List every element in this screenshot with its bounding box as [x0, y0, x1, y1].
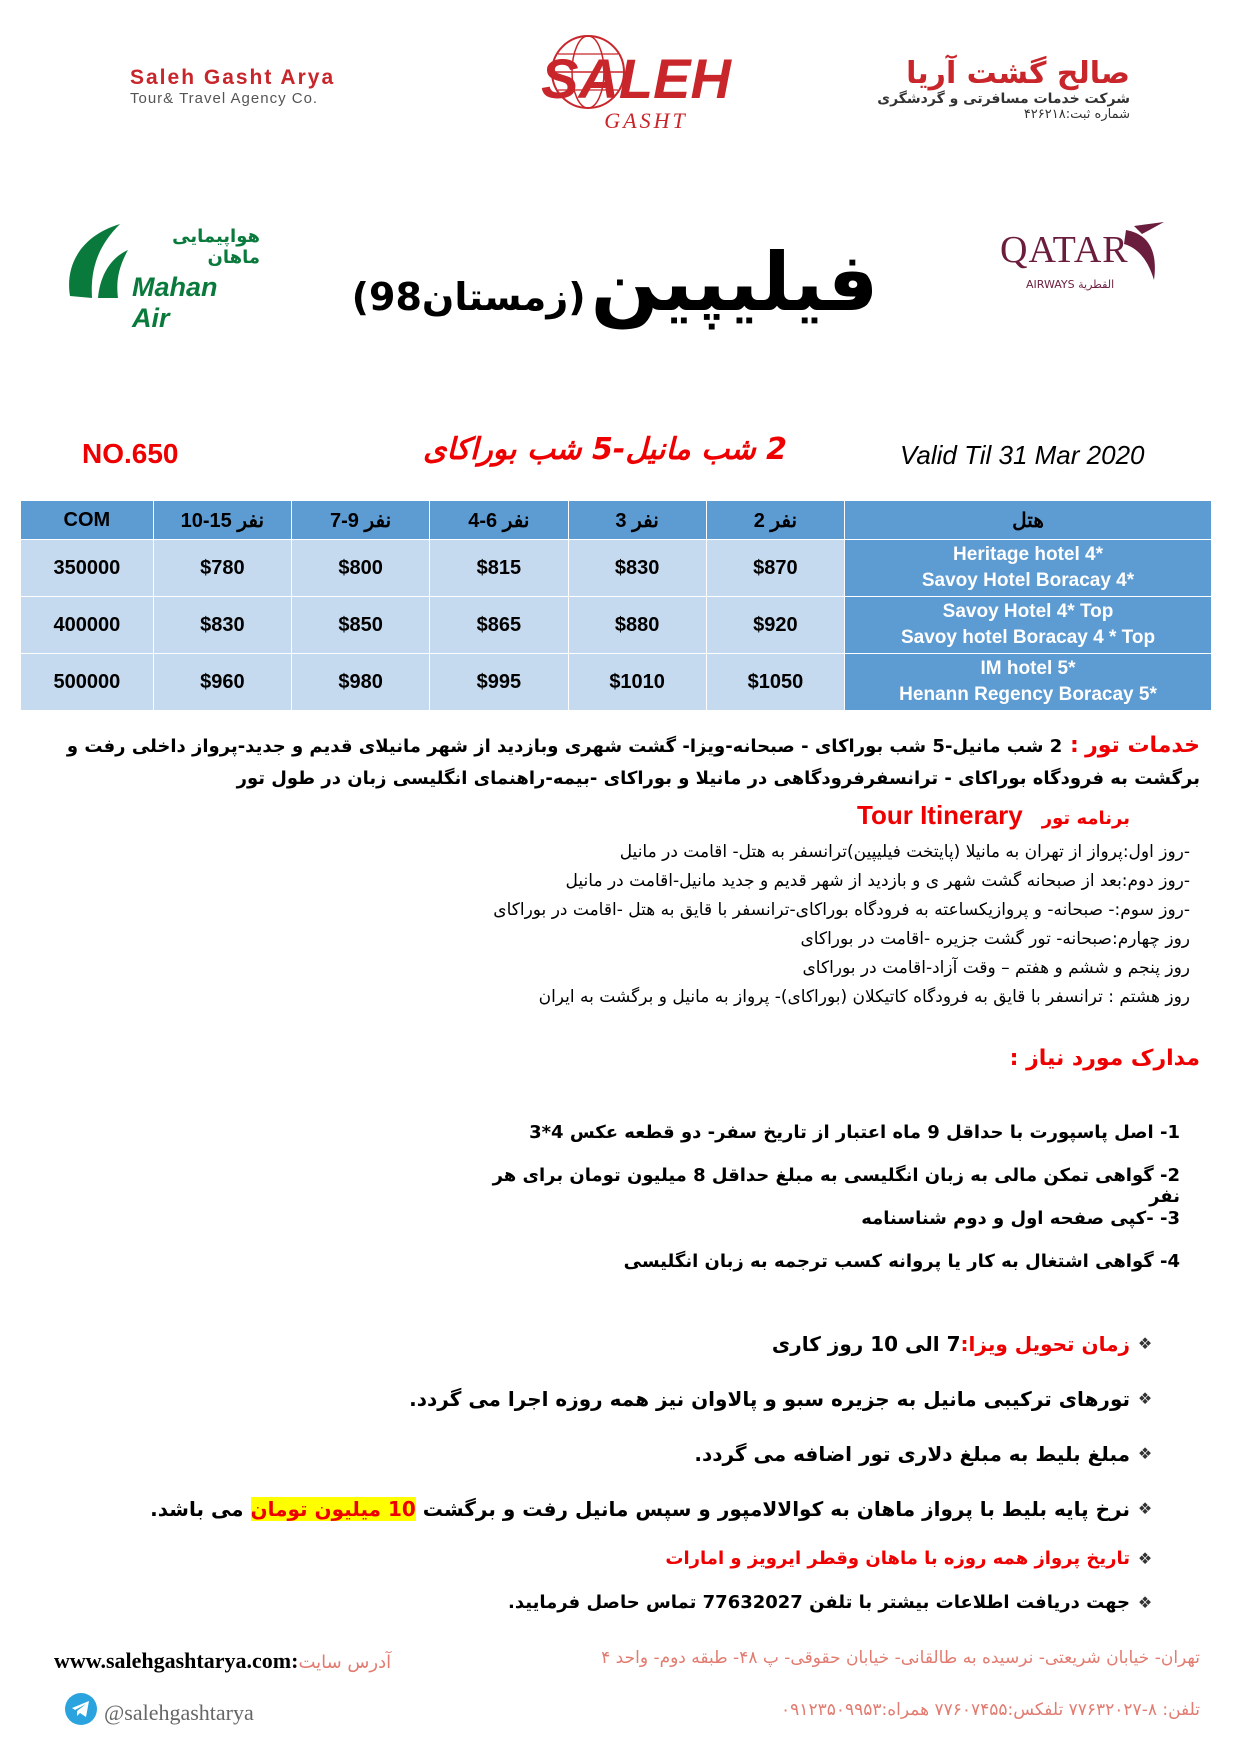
table-row [21, 540, 1212, 597]
itinerary-title-fa: برنامه تور [1041, 808, 1130, 829]
highlighted-price: 10 میلیون تومان [250, 1496, 416, 1521]
note-text: تورهای ترکیبی مانیل به جزیره سبو و پالاوان نیز همه روزه اجرا می گردد. [409, 1386, 1130, 1411]
qatar-airways-logo [1000, 220, 1170, 310]
company-name-en-text: Saleh Gasht Arya [130, 66, 336, 89]
price-cell: $870 [706, 540, 844, 597]
itinerary-day: -روز اول:پرواز از تهران به مانیلا (پایتخت فیلیپین)ترانسفر به هتل- اقامت در مانیل [619, 842, 1190, 862]
note-item [120, 1371, 1160, 1426]
com-value: 500000 [21, 654, 154, 711]
mahan-name-en: Mahan Air [132, 272, 218, 333]
website-label: آدرس سایت [298, 1652, 392, 1673]
tour-services [30, 730, 1200, 795]
hotel-manila: IM hotel 5* [980, 658, 1076, 679]
price-cell: $830 [568, 540, 706, 597]
note-item [120, 1426, 1160, 1481]
price-cell: $780 [153, 540, 291, 597]
price-cell: $830 [153, 597, 291, 654]
header-3: 3 نفر [568, 501, 706, 540]
price-cell: $850 [291, 597, 429, 654]
note-text: نرخ پایه بلیط با پرواز ماهان به کوالالامپور و سپس مانیل رفت و برگشت [422, 1496, 1130, 1521]
hotel-manila: Heritage hotel 4* [953, 544, 1103, 565]
hotel-cell [845, 540, 1212, 597]
valid-until: Valid Til 31 Mar 2020 [900, 440, 1145, 470]
website [54, 1648, 391, 1674]
itinerary-day: روز هشتم : ترانسفر با قایق به فرودگاه کاتیکلان (بوراکای)- پرواز به مانیل و برگشت به ایران [538, 987, 1190, 1007]
header-7-9: 7-9 نفر [291, 501, 429, 540]
hotel-manila: Savoy Hotel 4* Top [942, 601, 1114, 622]
price-table [20, 500, 1212, 711]
oryx-icon [1118, 220, 1168, 290]
website-url[interactable]: www.salehgashtarya.com: [54, 1648, 299, 1673]
bullet-icon: ❖ [1137, 1444, 1153, 1463]
documents-title: مدارک مورد نیاز : [1009, 1046, 1200, 1071]
hotel-cell [845, 654, 1212, 711]
price-cell: $1050 [706, 654, 844, 711]
tour-number: NO.650 [82, 438, 179, 469]
visa-value: 7 الی 10 روز کاری [771, 1331, 961, 1356]
itinerary-title [760, 800, 1130, 831]
table-header-row [21, 501, 1212, 540]
registration-number: شماره ثبت:۴۲۶۲۱۸ [1023, 107, 1130, 122]
hotel-boracay: Savoy Hotel Boracay 4* [921, 570, 1135, 591]
hotel-boracay: Henann Regency Boracay 5* [899, 684, 1157, 705]
address: تهران- خیابان شریعتی- نرسیده به طالقانی- خیابان حقوقی- پ ۴۸- طبقه دوم- واحد ۴ [601, 1648, 1200, 1668]
bullet-icon: ❖ [1137, 1499, 1153, 1518]
qatar-subtitle: AIRWAYS القطرية [1026, 278, 1115, 291]
mahan-air-logo [60, 210, 260, 333]
com-value: 350000 [21, 540, 154, 597]
note-item [120, 1536, 1160, 1580]
services-colon: : [1062, 733, 1079, 758]
contact-note: جهت دریافت اطلاعات بیشتر با تلفن 77632027 تماس حاصل فرمایید. [507, 1591, 1130, 1613]
note-item [120, 1580, 1160, 1624]
itinerary-days [380, 838, 1190, 1012]
price-cell: $995 [430, 654, 568, 711]
itinerary-day: روز پنجم و ششم و هفتم – وقت آزاد-اقامت در بوراکای [802, 958, 1190, 978]
itinerary-day: روز چهارم:صبحانه- تور گشت جزیره -اقامت در بوراکای [800, 929, 1190, 949]
visa-label: زمان تحویل ویزا: [960, 1331, 1130, 1356]
hotel-boracay: Savoy hotel Boracay 4 * Top [900, 627, 1156, 648]
hotel-cell [845, 597, 1212, 654]
price-cell: $865 [430, 597, 568, 654]
bullet-icon: ❖ [1137, 1334, 1153, 1353]
logo-text-top: SALEH [541, 47, 731, 110]
company-subtitle-fa: شرکت خدمات مسافرتی و گردشگری [877, 91, 1130, 107]
telegram-handle[interactable]: @salehgashtarya [104, 1700, 254, 1725]
company-name-en [130, 66, 410, 107]
header-2: 2 نفر [706, 501, 844, 540]
price-cell: $960 [153, 654, 291, 711]
note-item [120, 1316, 1160, 1371]
documents-list [480, 1122, 1180, 1294]
logo-text-bottom: GASHT [604, 108, 688, 133]
page-title [335, 236, 895, 329]
document-item: 2- گواهی تمکن مالی به زبان انگلیسی به مبلغ حداقل 8 میلیون تومان برای هر نفر [492, 1165, 1180, 1207]
document-item: 3- -کپی صفحه اول و دوم شناسنامه [861, 1208, 1180, 1229]
flight-dates: تاریخ پرواز همه روزه با ماهان وقطر ایرویز و امارات [665, 1547, 1130, 1569]
phone-numbers: تلفن: ۸-۷۷۶۳۲۰۲۷ تلفکس:۷۷۶۰۷۴۵۵ همراه:۰۹۱۲۳۵۰۹۹۵۳ [781, 1700, 1200, 1720]
header-com: COM [21, 501, 154, 540]
company-name-fa-text: صالح گشت آریا [906, 56, 1130, 91]
notes-list [120, 1316, 1160, 1624]
telegram-icon[interactable] [64, 1692, 98, 1726]
note-text: مبلغ بلیط به مبلغ دلاری تور اضافه می گردد. [694, 1441, 1130, 1466]
mahan-leaf-icon [60, 216, 130, 306]
document-item: 4- گواهی اشتغال به کار یا پروانه کسب ترجمه به زبان انگلیسی [623, 1251, 1180, 1272]
price-cell: $980 [291, 654, 429, 711]
header-10-15: 10-15 نفر [153, 501, 291, 540]
note-text: می باشد. [150, 1496, 244, 1521]
price-cell: $1010 [568, 654, 706, 711]
table-row [21, 654, 1212, 711]
price-cell: $880 [568, 597, 706, 654]
tour-name: 2 شب مانیل-5 شب بوراکای [422, 432, 788, 467]
company-subtitle-en: Tour& Travel Agency Co. [130, 90, 319, 107]
mahan-name-fa: هواپیمایی ماهان [172, 226, 260, 268]
services-text: 2 شب مانیل-5 شب بوراکای - صبحانه-ویزا- گشت شهری وبازدید از شهر مانیلای قدیم و جدید-پرواز داخلی رفت و برگشت به فرودگاه بوراکای - ترانسفرفرودگاهی در مانیلا و بوراکای -بیمه-راهنمای انگلیسی زبان در طول تور [66, 736, 1200, 789]
bullet-icon: ❖ [1137, 1592, 1153, 1612]
header-4-6: 4-6 نفر [430, 501, 568, 540]
qatar-name: QATAR [1000, 229, 1129, 271]
price-cell: $920 [706, 597, 844, 654]
table-row [21, 597, 1212, 654]
bullet-icon: ❖ [1137, 1548, 1153, 1568]
destination-title: فیلیپین [590, 236, 879, 329]
price-cell: $800 [291, 540, 429, 597]
document-item: 1- اصل پاسپورت با حداقل 9 ماه اعتبار از تاریخ سفر- دو قطعه عکس 4*3 [529, 1122, 1180, 1143]
itinerary-day: -روز دوم:بعد از صبحانه گشت شهر ی و بازدید از شهر قدیم و جدید مانیل-اقامت در مانیل [565, 871, 1190, 891]
company-name-fa [840, 56, 1130, 122]
com-value: 400000 [21, 597, 154, 654]
note-item [120, 1481, 1160, 1536]
bullet-icon: ❖ [1137, 1389, 1153, 1408]
itinerary-title-en: Tour Itinerary [857, 800, 1023, 830]
itinerary-day: -روز سوم:- صبحانه- و پروازیکساعته به فرودگاه بوراکای-ترانسفر با قایق به هتل -اقامت در بوراکای [493, 900, 1190, 920]
header-hotel: هتل [845, 501, 1212, 540]
season-label: (زمستان98) [351, 275, 586, 319]
services-label: خدمات تور [1085, 733, 1200, 758]
price-cell: $815 [430, 540, 568, 597]
saleh-gasht-logo [528, 28, 748, 140]
